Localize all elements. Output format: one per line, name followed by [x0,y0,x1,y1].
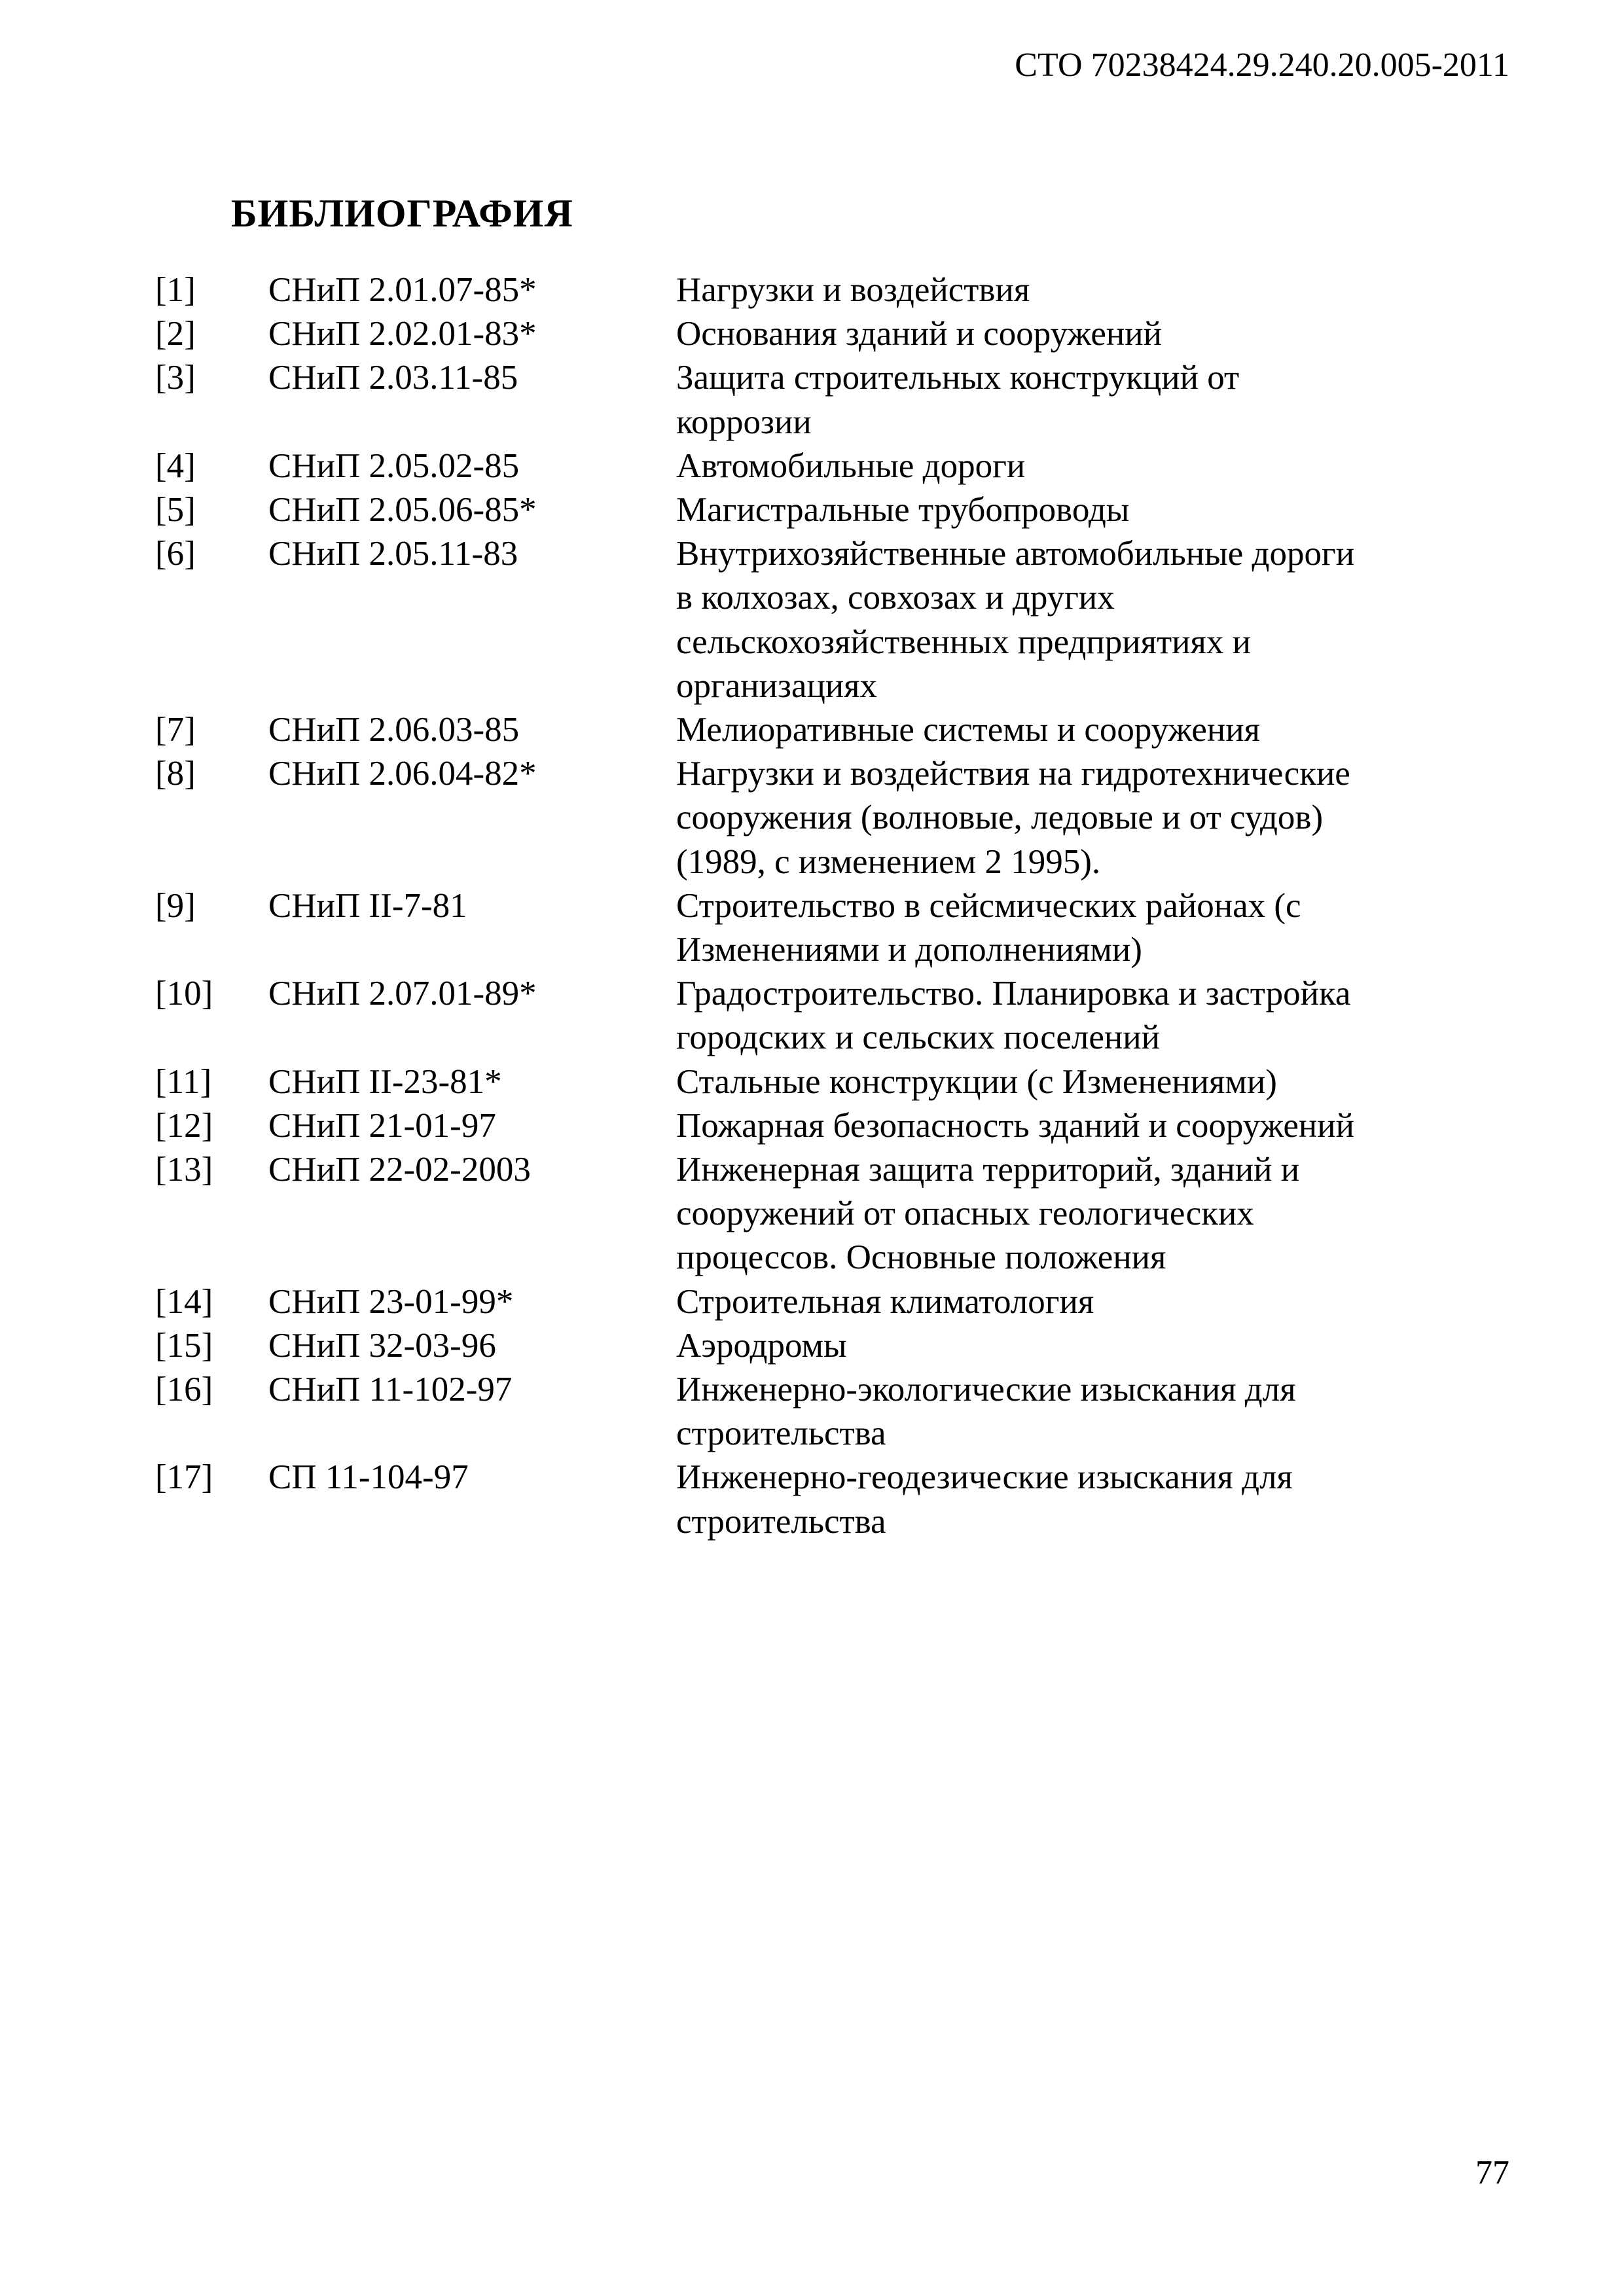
entry-code: СНиП II-23-81* [268,1062,502,1101]
entry-number: [10] [155,975,213,1013]
bibliography-entry [155,1368,1497,1456]
entry-description [676,1368,1468,1456]
entry-description [676,312,1468,356]
entry-description-line: Строительство в сейсмических районах (с [676,886,1301,925]
entry-number: [15] [155,1326,213,1365]
entry-code: СНиП 2.03.11-85 [268,359,518,397]
entry-description-line: строительства [676,1414,886,1453]
entry-code: СНиП 2.05.02-85 [268,446,520,485]
entry-number: [14] [155,1282,213,1321]
bibliography-entry [155,1148,1497,1280]
entry-number: [5] [155,491,196,529]
page-number: 77 [1475,2154,1509,2191]
entry-code: СНиП II-7-81 [268,886,467,925]
entry-number: [12] [155,1106,213,1145]
entry-code: СНиП 2.05.11-83 [268,535,518,573]
entry-number: [1] [155,271,196,309]
entry-description-line: Мелиоративные системы и сооружения [676,711,1260,749]
entry-description [676,1148,1468,1280]
entry-description-line: Инженерно-геодезические изыскания для [676,1458,1293,1497]
entry-description [676,708,1468,752]
entry-description [676,532,1468,708]
entry-description-line: Нагрузки и воздействия на гидротехнические [676,755,1350,793]
entry-description [676,488,1468,532]
bibliography-entry [155,1280,1497,1324]
entry-number: [11] [155,1062,212,1101]
entry-code: СНиП 11-102-97 [268,1371,513,1409]
entry-description-line: (1989, с изменением 2 1995). [676,842,1101,881]
entry-description-line: сооружения (волновые, ледовые и от судов) [676,798,1324,837]
entry-description-line: организациях [676,666,878,705]
bibliography-entry [155,1104,1497,1148]
entry-description-line: Автомобильные дороги [676,446,1026,485]
entry-number: [3] [155,359,196,397]
entry-number: [6] [155,535,196,573]
bibliography-entry [155,488,1497,532]
entry-code: СНиП 2.02.01-83* [268,315,537,353]
entry-description-line: Инженерная защита территорий, зданий и [676,1151,1300,1189]
entry-description [676,1104,1468,1148]
entry-number: [2] [155,315,196,353]
bibliography-entry [155,708,1497,752]
entry-description-line: сооружений от опасных геологических [676,1194,1254,1233]
entry-description [676,444,1468,488]
entry-code: СНиП 2.06.04-82* [268,755,537,793]
bibliography-entry [155,1324,1497,1368]
entry-description [676,356,1468,444]
entry-description [676,1324,1468,1368]
bibliography-entry [155,532,1497,708]
entry-code: СП 11-104-97 [268,1458,469,1497]
entry-description [676,1060,1468,1104]
entry-description-line: Стальные конструкции (с Изменениями) [676,1062,1277,1101]
entry-number: [8] [155,755,196,793]
entry-description-line: коррозии [676,403,812,441]
bibliography-entry [155,1456,1497,1543]
bibliography-entry [155,312,1497,356]
entry-description-line: Изменениями и дополнениями) [676,931,1142,969]
entry-description-line: процессов. Основные положения [676,1238,1166,1277]
entry-description-line: городских и сельских поселений [676,1018,1160,1057]
entry-description-line: Нагрузки и воздействия [676,271,1030,309]
entry-description-line: Аэродромы [676,1326,847,1365]
entry-number: [16] [155,1371,213,1409]
document-code: СТО 70238424.29.240.20.005-2011 [1015,46,1509,84]
bibliography-entry [155,752,1497,884]
entry-code: СНиП 2.07.01-89* [268,975,537,1013]
entry-description-line: Градостроительство. Планировка и застройка [676,975,1351,1013]
entry-code: СНиП 22-02-2003 [268,1151,531,1189]
entry-description-line: Инженерно-экологические изыскания для [676,1371,1296,1409]
entry-number: [13] [155,1151,213,1189]
entry-code: СНиП 2.05.06-85* [268,491,537,529]
entry-description [676,884,1468,972]
page-title: БИБЛИОГРАФИЯ [231,192,573,235]
entry-number: [4] [155,446,196,485]
entry-code: СНиП 32-03-96 [268,1326,496,1365]
bibliography-entry [155,884,1497,972]
bibliography-entry [155,356,1497,444]
bibliography-entry [155,444,1497,488]
entry-description [676,972,1468,1060]
entry-code: СНиП 2.06.03-85 [268,711,520,749]
entry-description-line: Внутрихозяйственные автомобильные дороги [676,535,1355,573]
entry-description-line: в колхозах, совхозах и других [676,579,1115,617]
entry-number: [9] [155,886,196,925]
entry-description-line: строительства [676,1502,886,1541]
entry-description [676,1280,1468,1324]
entry-description-line: Основания зданий и сооружений [676,315,1162,353]
bibliography-entry [155,1060,1497,1104]
entry-code: СНиП 2.01.07-85* [268,271,537,309]
entry-code: СНиП 21-01-97 [268,1106,496,1145]
entry-description [676,268,1468,312]
entry-number: [17] [155,1458,213,1497]
entry-description-line: Защита строительных конструкций от [676,359,1240,397]
entry-description-line: Строительная климатология [676,1282,1094,1321]
bibliography-entry [155,268,1497,312]
entry-description-line: Магистральные трубопроводы [676,491,1130,529]
entry-description [676,752,1468,884]
entry-description-line: Пожарная безопасность зданий и сооружений [676,1106,1354,1145]
entry-description [676,1456,1468,1543]
entry-code: СНиП 23-01-99* [268,1282,514,1321]
bibliography-entry [155,972,1497,1060]
entry-number: [7] [155,711,196,749]
entry-description-line: сельскохозяйственных предприятиях и [676,622,1252,661]
bibliography-list [155,268,1497,1544]
